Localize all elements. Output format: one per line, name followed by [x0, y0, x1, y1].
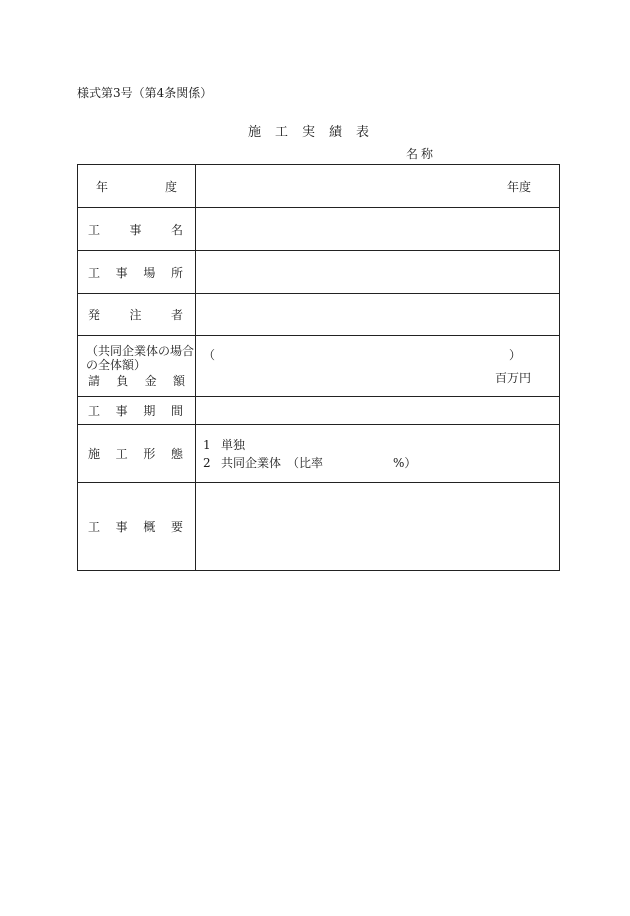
label-char: 注: [129, 308, 142, 322]
label-char: 負: [116, 374, 129, 388]
label-contract-amount: [78, 336, 196, 397]
label-project-place: [78, 251, 196, 294]
option-label: 共同企業体 （比率: [221, 455, 324, 470]
value-client[interactable]: [196, 294, 560, 336]
label-period: [78, 397, 196, 425]
page-title: 施工実績表: [248, 125, 384, 140]
label-char: 発: [88, 308, 101, 322]
value-year[interactable]: [196, 165, 560, 208]
label-char: 工: [88, 265, 101, 280]
label-char: 請: [88, 374, 101, 388]
label-char: 工: [88, 520, 101, 534]
value-construction-form[interactable]: [196, 425, 560, 483]
row-construction-form: [78, 425, 560, 483]
label-char: 工: [115, 447, 128, 461]
jv-note-line2: の全体額）: [86, 358, 147, 372]
label-char: 所: [170, 265, 183, 280]
label-char: 事: [115, 265, 128, 280]
label-char: 事: [129, 222, 142, 237]
label-char: 施: [88, 447, 101, 461]
row-contract-amount: [78, 336, 560, 397]
option-number: 1: [203, 437, 211, 452]
label-char: 期: [143, 404, 156, 418]
row-client: [78, 294, 560, 336]
label-char: 事: [115, 520, 128, 534]
row-project-name: [78, 208, 560, 251]
label-char: 場: [143, 265, 156, 280]
value-summary[interactable]: [196, 483, 560, 571]
jv-note-line1: （共同企業体の場合: [86, 344, 195, 358]
value-period[interactable]: [196, 397, 560, 425]
label-char: 事: [115, 404, 128, 418]
amount-unit: 百万円: [494, 371, 531, 385]
label-year: [78, 165, 196, 208]
form-number: 様式第3号（第4条関係）: [77, 86, 213, 100]
construction-record-table: [77, 164, 560, 571]
label-char: 工: [88, 404, 101, 418]
label-char: 金: [144, 374, 157, 388]
option-joint-venture[interactable]: [203, 454, 531, 472]
label-project-name: [78, 208, 196, 251]
label-char: 額: [172, 374, 185, 388]
label-summary: [78, 483, 196, 571]
label-char: 工: [88, 222, 101, 237]
option-label: 単独: [221, 437, 246, 452]
close-paren: ）: [508, 348, 521, 362]
row-year: [78, 165, 560, 208]
label-construction-form: [78, 425, 196, 483]
label-char: 間: [170, 404, 183, 418]
label-client: [78, 294, 196, 336]
label-char: 概: [143, 520, 156, 534]
name-label: 名称: [406, 147, 437, 161]
ratio-suffix: %）: [393, 455, 417, 470]
row-summary: [78, 483, 560, 571]
open-paren: （: [203, 348, 216, 362]
option-single[interactable]: [203, 436, 531, 454]
label-char: 態: [170, 447, 183, 461]
value-contract-amount[interactable]: [196, 336, 560, 397]
year-suffix: 年度: [506, 179, 531, 194]
value-project-place[interactable]: [196, 251, 560, 294]
option-number: 2: [203, 455, 211, 470]
label-char: 形: [143, 447, 156, 461]
label-char: 要: [170, 520, 183, 534]
label-char: 名: [170, 222, 183, 237]
row-project-place: [78, 251, 560, 294]
label-char: 者: [170, 308, 183, 322]
label-char: 度: [164, 179, 177, 194]
label-char: 年: [96, 179, 109, 194]
value-project-name[interactable]: [196, 208, 560, 251]
row-period: [78, 397, 560, 425]
